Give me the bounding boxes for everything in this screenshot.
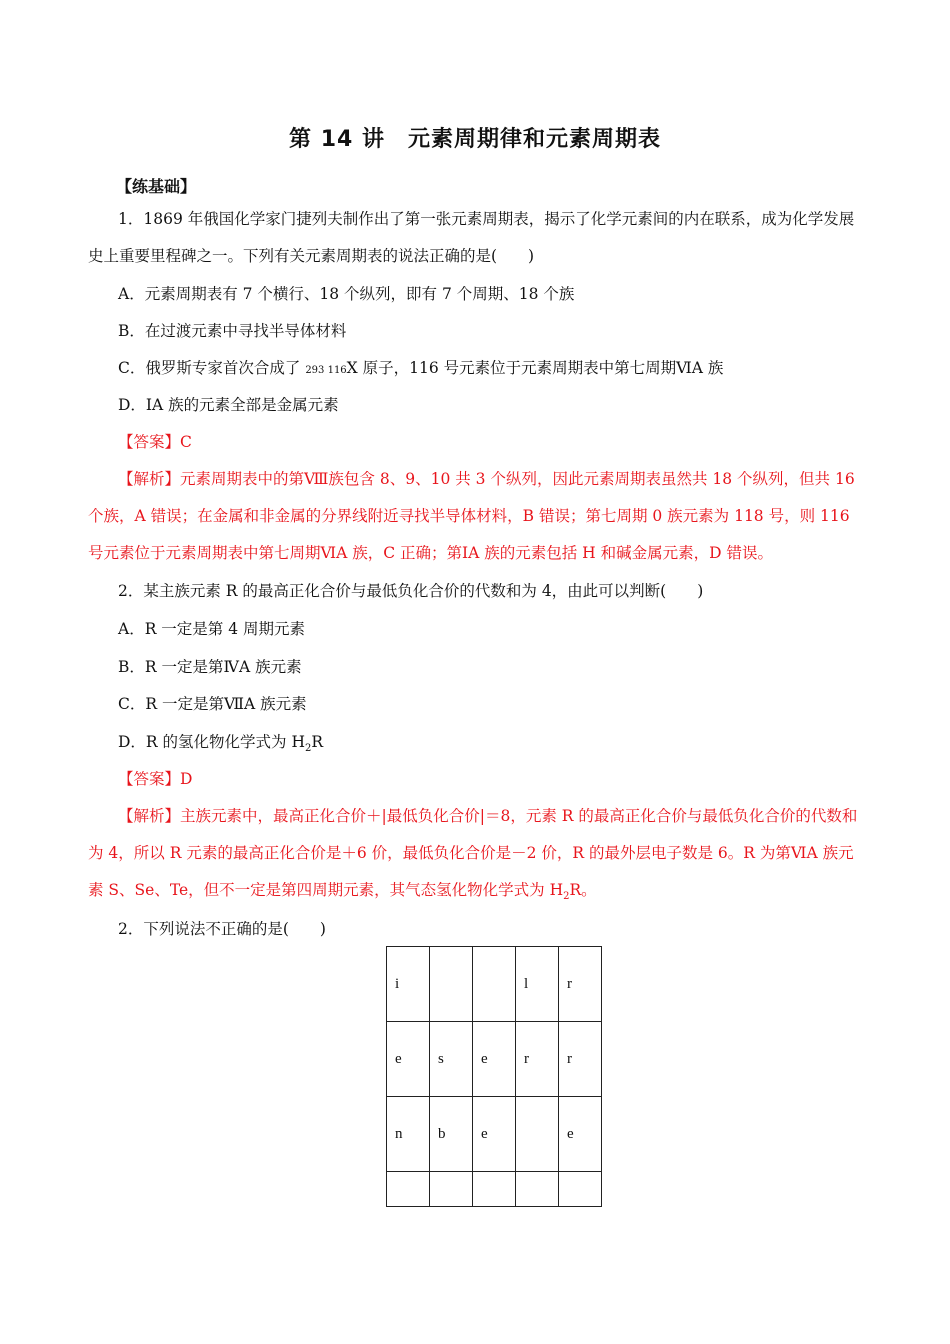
table-cell — [473, 1172, 516, 1207]
table-cell — [430, 1172, 473, 1207]
table-cell: e — [473, 1097, 516, 1172]
periodic-table-fragment — [386, 946, 602, 1207]
q2-option-d-tail: R — [311, 733, 324, 751]
q2-option-d-text: D．R 的氢化物化学式为 H — [118, 733, 305, 751]
q1-option-c — [118, 356, 723, 383]
subscript: 2 — [304, 743, 312, 755]
subscript: 2 — [563, 891, 570, 903]
analysis-tail: R。 — [569, 881, 597, 899]
answer-value: D — [180, 770, 193, 788]
answer-label: 【答案】 — [118, 433, 181, 451]
q1-option-b: B．在过渡元素中寻找半导体材料 — [118, 322, 347, 340]
table-cell — [559, 1172, 602, 1207]
q1-option-a: A．元素周期表有 7 个横行、18 个纵列，即有 7 个周期、18 个族 — [118, 285, 575, 303]
page-title: 第 14 讲 元素周期律和元素周期表 — [289, 127, 661, 152]
table-cell: r — [559, 947, 602, 1022]
table-row — [387, 1172, 602, 1207]
q2-option-a: A．R 一定是第 4 周期元素 — [118, 620, 306, 638]
q2-option-b: B．R 一定是第ⅣA 族元素 — [118, 658, 302, 676]
q1-nuclide-numbers: 293 116 — [305, 365, 347, 376]
analysis-label: 【解析】 — [118, 807, 181, 825]
analysis-label: 【解析】 — [118, 470, 181, 488]
q1-option-c-rest: X 原子，116 号元素位于元素周期表中第七周期ⅥA 族 — [346, 359, 724, 377]
q2-answer — [118, 767, 192, 791]
q1-option-c-text: C．俄罗斯专家首次合成了 — [118, 359, 301, 377]
q2-analysis — [88, 798, 868, 915]
section-heading: 【练基础】 — [116, 177, 197, 196]
q2-option-c: C．R 一定是第ⅦA 族元素 — [118, 695, 307, 713]
answer-label: 【答案】 — [118, 770, 181, 788]
table-cell: e — [387, 1022, 430, 1097]
table-cell — [516, 1172, 559, 1207]
table-cell: b — [430, 1097, 473, 1172]
table-cell — [387, 1172, 430, 1207]
table-cell — [430, 947, 473, 1022]
q1-option-d: D．ⅠA 族的元素全部是金属元素 — [118, 396, 339, 414]
table-cell: l — [516, 947, 559, 1022]
question-3-stem: 2．下列说法不正确的是( ) — [118, 920, 326, 938]
analysis-text: 元素周期表中的第Ⅷ族包含 8、9、10 共 3 个纵列，因此元素周期表虽然共 18 个纵列，但共 16 个族，A 错误；在金属和非金属的分界线附近寻找半导体材料，B 错误；第七周期 0 族元素为 118 号，则 116 号元素位于元素周期表中第七周期ⅥA 族，C 正确；第ⅠA 族的元素包括 H 和碱金属元素，D 错误。 — [88, 470, 855, 562]
q2-option-d — [118, 730, 323, 761]
table-cell: e — [473, 1022, 516, 1097]
table-row — [387, 1022, 602, 1097]
analysis-text: 主族元素中，最高正化合价＋|最低负化合价|＝8，元素 R 的最高正化合价与最低负化合价的代数和为 4，所以 R 元素的最高正化合价是＋6 价，最低负化合价是－2 价，R 的最外层电子数是 6。R 为第ⅥA 族元素 S、Se、Te，但不一定是第四周期元素，其气态氢化物化学式为 H — [88, 807, 858, 899]
table-row — [387, 1097, 602, 1172]
table-cell: e — [559, 1097, 602, 1172]
table-cell: i — [387, 947, 430, 1022]
table-cell: s — [430, 1022, 473, 1097]
question-1-stem: 1．1869 年俄国化学家门捷列夫制作出了第一张元素周期表，揭示了化学元素间的内在联系，成为化学发展史上重要里程碑之一。下列有关元素周期表的说法正确的是( ) — [88, 210, 855, 265]
table-cell: n — [387, 1097, 430, 1172]
table-cell — [473, 947, 516, 1022]
table-cell: r — [559, 1022, 602, 1097]
question-2-stem: 2．某主族元素 R 的最高正化合价与最低负化合价的代数和为 4，由此可以判断( ) — [118, 582, 704, 600]
q1-answer — [118, 430, 192, 454]
q1-analysis — [88, 461, 868, 572]
table-cell — [516, 1097, 559, 1172]
answer-value: C — [180, 433, 192, 451]
table-cell: r — [516, 1022, 559, 1097]
table-row — [387, 947, 602, 1022]
